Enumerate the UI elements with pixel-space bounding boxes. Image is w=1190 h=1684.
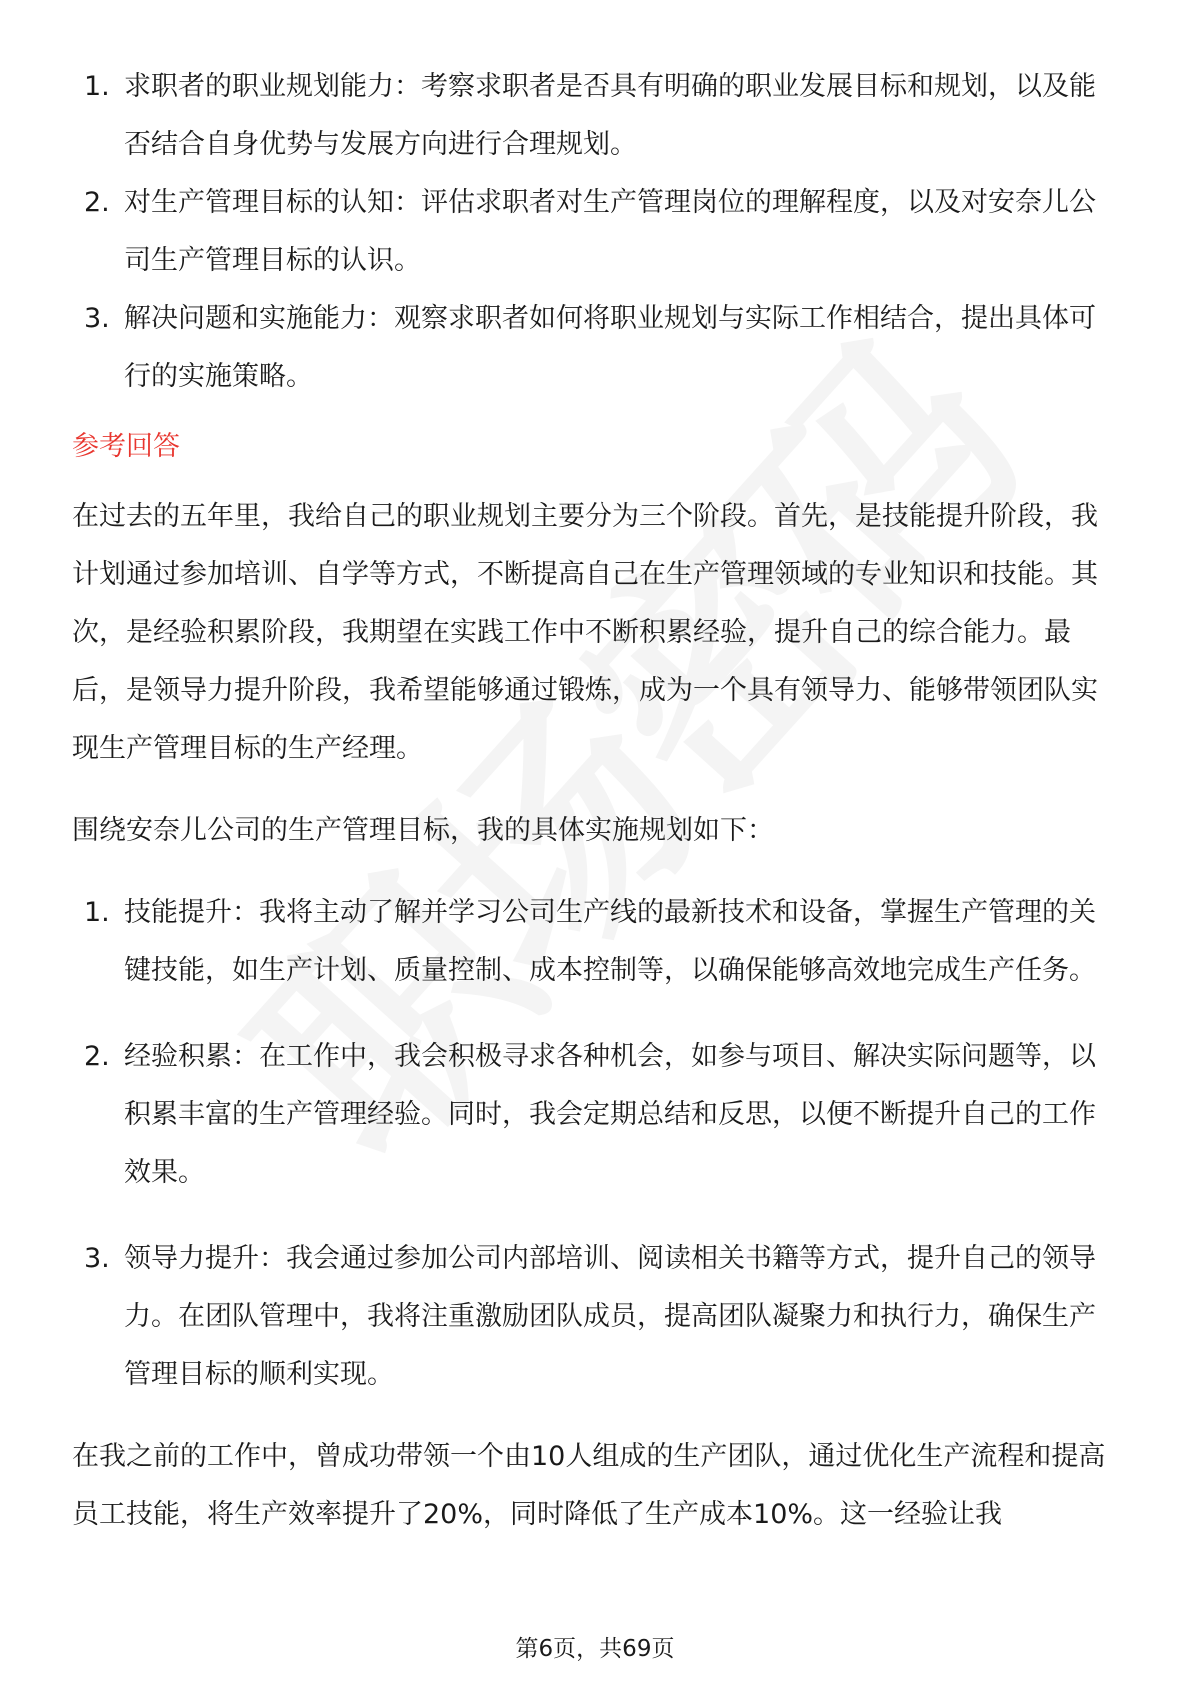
answer-paragraph: 在过去的五年里，我给自己的职业规划主要分为三个阶段。首先，是技能提升阶段，我计划通过参加培训、自学等方式，不断提高自己在生产管理领域的专业知识和技能。其次，是经验积累阶段，我期望在实践工作中不断积累经验，提升自己的综合能力。最后，是领导力提升阶段，我希望能够通过锻炼，成为一个具有领导力、能够带领团队实现生产管理目标的生产经理。 <box>72 501 1098 764</box>
document-page <box>72 58 1122 1544</box>
list-item-text: 对生产管理目标的认知：评估求职者对生产管理岗位的理解程度，以及对安奈儿公司生产管理目标的认识。 <box>124 187 1096 276</box>
list-item <box>72 1028 1122 1202</box>
list-item-text: 解决问题和实施能力：观察求职者如何将职业规划与实际工作相结合，提出具体可行的实施策略。 <box>124 303 1096 392</box>
list-item-number: 1. <box>84 71 110 102</box>
list-item <box>72 884 1122 1000</box>
list-item-text: 求职者的职业规划能力：考察求职者是否具有明确的职业发展目标和规划，以及能否结合自身优势与发展方向进行合理规划。 <box>124 71 1096 160</box>
list-item-number: 2. <box>84 1041 110 1072</box>
list-item-number: 3. <box>84 303 110 334</box>
section-heading: 参考回答 <box>72 431 180 462</box>
plan-intro-paragraph: 围绕安奈儿公司的生产管理目标，我的具体实施规划如下： <box>72 815 774 846</box>
experience-paragraph: 在我之前的工作中，曾成功带领一个由10人组成的生产团队，通过优化生产流程和提高员工技能，将生产效率提升了20%，同时降低了生产成本10%。这一经验让我 <box>72 1441 1106 1530</box>
list-item <box>72 290 1122 406</box>
list-item-number: 3. <box>84 1243 110 1274</box>
list-item-text: 经验积累：在工作中，我会积极寻求各种机会，如参与项目、解决实际问题等，以积累丰富的生产管理经验。同时，我会定期总结和反思，以便不断提升自己的工作效果。 <box>124 1041 1096 1188</box>
list-item-number: 2. <box>84 187 110 218</box>
criteria-list <box>72 58 1122 406</box>
list-item-number: 1. <box>84 897 110 928</box>
plan-list <box>72 884 1122 1404</box>
list-item <box>72 58 1122 174</box>
list-item <box>72 1230 1122 1404</box>
list-item <box>72 174 1122 290</box>
list-item-text: 领导力提升：我会通过参加公司内部培训、阅读相关书籍等方式，提升自己的领导力。在团队管理中，我将注重激励团队成员，提高团队凝聚力和执行力，确保生产管理目标的顺利实现。 <box>124 1243 1096 1390</box>
page-number-footer: 第6页，共69页 <box>515 1636 675 1662</box>
list-item-text: 技能提升：我将主动了解并学习公司生产线的最新技术和设备，掌握生产管理的关键技能，如生产计划、质量控制、成本控制等，以确保能够高效地完成生产任务。 <box>124 897 1096 986</box>
